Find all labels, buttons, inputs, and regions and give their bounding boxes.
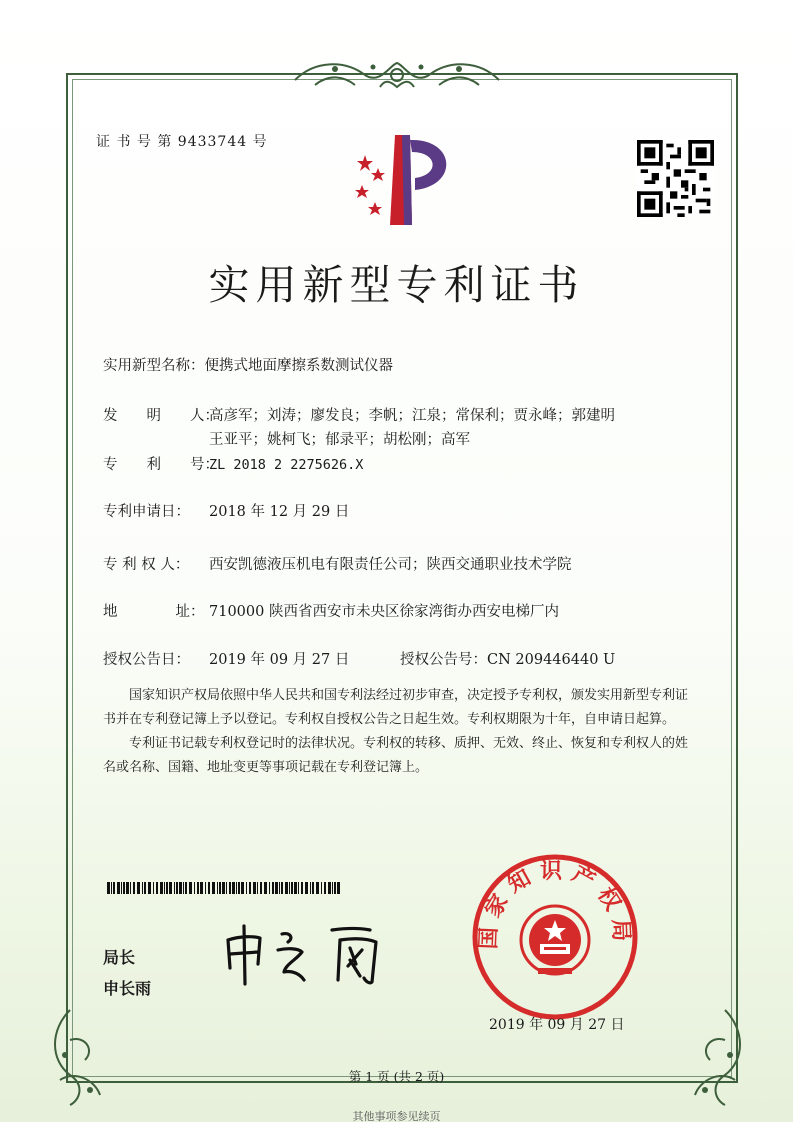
right-bottom-ornament bbox=[675, 1000, 755, 1110]
patentee-row bbox=[103, 553, 572, 574]
address-value: 710000 陕西省西安市未央区徐家湾街办西安电梯厂内 bbox=[209, 604, 559, 620]
patentee-label: 专 利 权 人： bbox=[103, 557, 190, 573]
certificate-number: 证 书 号 第 9433744 号 bbox=[96, 134, 268, 150]
national-emblem-icon bbox=[521, 906, 589, 974]
filing-date-label: 专利申请日： bbox=[103, 504, 190, 520]
grant-date-row bbox=[103, 648, 349, 669]
signer-role: 局长 bbox=[103, 948, 136, 967]
filing-date-value: 2018 年 12 月 29 日 bbox=[209, 504, 350, 520]
director-signature bbox=[220, 920, 400, 990]
body-paragraph-2: 专利证书记载专利权登记时的法律状况。专利权的转移、质押、无效、终止、恢复和专利权人的姓名或名称、国籍、地址变更等事项记载在专利登记簿上。 bbox=[103, 736, 689, 775]
footer-note: 其他事项参见续页 bbox=[352, 1110, 441, 1123]
filing-date-row bbox=[103, 500, 349, 521]
qr-code bbox=[637, 140, 714, 217]
utility-model-name-label: 实用新型名称： bbox=[103, 358, 205, 374]
grant-date-value: 2019 年 09 月 27 日 bbox=[209, 652, 350, 668]
address-row bbox=[103, 600, 559, 621]
certificate-title: 实用新型专利证书 bbox=[208, 261, 585, 309]
seal-date: 2019 年 09 月 27 日 bbox=[489, 1017, 625, 1033]
patent-number-label: 专 利 号： bbox=[103, 457, 219, 473]
inventor-row bbox=[103, 404, 615, 425]
grant-number-value: CN 209446440 U bbox=[487, 652, 616, 668]
barcode bbox=[107, 882, 340, 894]
cnipa-logo bbox=[340, 130, 465, 230]
patentee-value: 西安凯德液压机电有限责任公司；陕西交通职业技术学院 bbox=[209, 557, 572, 573]
utility-model-name-row bbox=[103, 354, 393, 375]
inventor-line-2: 王亚平；姚柯飞；郁录平；胡松刚；高军 bbox=[209, 432, 470, 448]
seal-text: 国家知识产权局 bbox=[475, 857, 635, 950]
certificate-body bbox=[103, 684, 698, 780]
top-ornament bbox=[285, 55, 509, 95]
inventor-line-1: 高彦军；刘涛；廖发良；李帆；江泉；常保利；贾永峰；郭建明 bbox=[209, 408, 615, 424]
body-paragraph-1: 国家知识产权局依照中华人民共和国专利法经过初步审查，决定授予专利权，颁发实用新型专利证书并在专利登记簿上予以登记。专利权自授权公告之日起生效。专利权期限为十年，自申请日起算。 bbox=[103, 688, 689, 727]
grant-date-label: 授权公告日： bbox=[103, 652, 190, 668]
utility-model-name-value: 便携式地面摩擦系数测试仪器 bbox=[204, 358, 393, 374]
page-number: 第 1 页 (共 2 页) bbox=[348, 1069, 445, 1084]
patent-number-row bbox=[103, 453, 363, 474]
inventor-label: 发 明 人： bbox=[103, 408, 219, 424]
left-bottom-ornament bbox=[40, 1000, 120, 1110]
grant-number-row bbox=[400, 648, 615, 669]
signer-name: 申长雨 bbox=[103, 979, 152, 998]
grant-number-label: 授权公告号： bbox=[400, 652, 487, 668]
official-seal bbox=[470, 852, 640, 1022]
patent-number-value: ZL 2018 2 2275626.X bbox=[209, 457, 364, 473]
address-label: 地 址： bbox=[103, 604, 205, 620]
